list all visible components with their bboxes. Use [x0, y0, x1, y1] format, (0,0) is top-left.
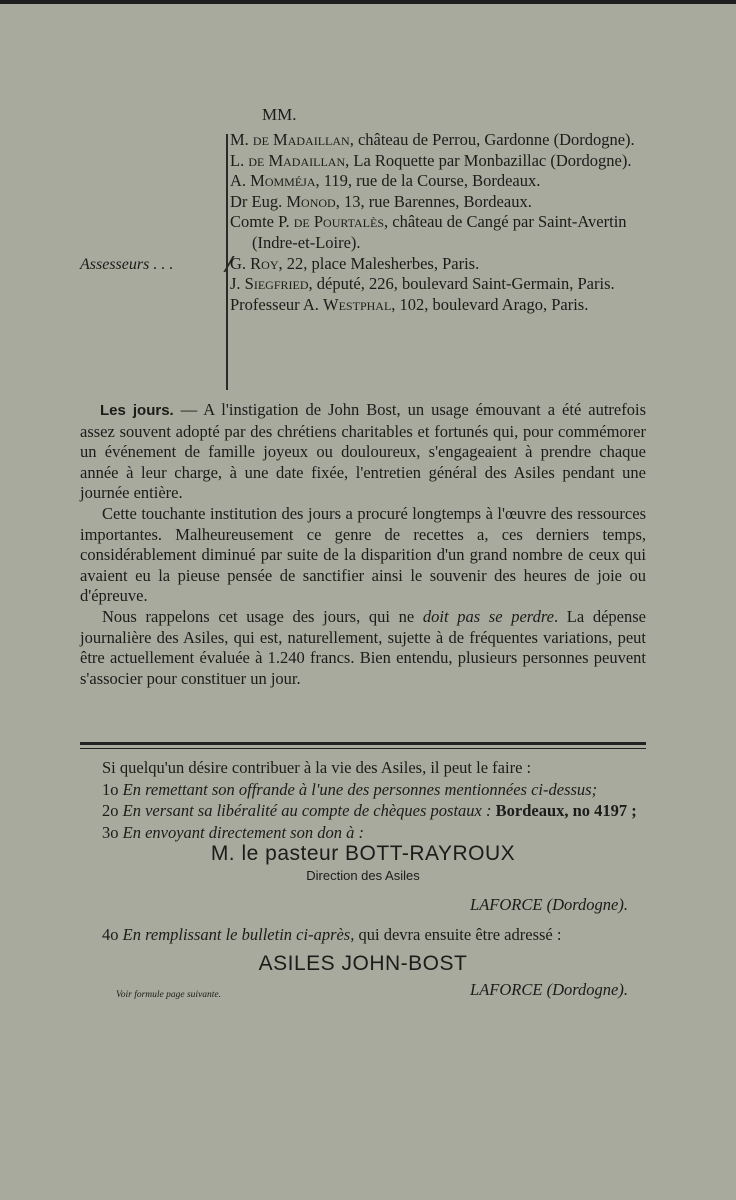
asiles-heading: ASILES JOHN-BOST: [258, 952, 468, 975]
footer-row: [80, 979, 646, 1003]
assessor-entry: L. de Madaillan, La Roquette par Monbazillac (Dordogne).: [230, 150, 632, 170]
assessor-entry: G. Roy, 22, place Malesherbes, Paris.: [230, 253, 480, 273]
section-divider-thick: [80, 742, 646, 745]
see-next-page-note: Voir formule page suivante.: [116, 989, 222, 1000]
laforce-address-2: LAFORCE (Dordogne).: [470, 979, 628, 999]
mm-heading: MM.: [262, 105, 297, 124]
assessor-entry: Dr Eug. Monod, 13, rue Barennes, Bordeaux.: [230, 191, 532, 211]
assessor-entry: Professeur A. Westphal, 102, boulevard Arago, Paris.: [230, 294, 589, 314]
contribute-section: [80, 754, 646, 1003]
laforce-address-1: LAFORCE (Dordogne).: [470, 895, 628, 914]
jours-section: [80, 400, 646, 689]
assessors-label: Assesseurs . . .: [80, 256, 174, 273]
assessor-entry: Comte P. de Pourtalès, château de Cangé par Saint-Avertin (Indre-et-Loire).: [230, 212, 627, 252]
option-2: 2o En versant sa libéralité au compte de chèques postaux : Bordeaux, no 4197 ;: [102, 801, 637, 820]
contribute-intro: Si quelqu'un désire contribuer à la vie des Asiles, il peut le faire :: [102, 758, 532, 777]
option-1: 1o En remettant son offrande à l'une des personnes mentionnées ci-dessus;: [102, 779, 598, 799]
jours-paragraph-1: Les jours. — A l'instigation de John Bost, un usage émouvant a été autrefois assez souvent adopté par des chrétiens charitables et fortunés qui, pour commémorer un événement de famille joyeux ou douloureux, s'engageaient à prendre chaque année à leur charge, à une date fixée, l'entretien général des Asiles pendant une journée entière.: [80, 400, 646, 503]
assessor-entry: M. de Madaillan, château de Perrou, Gardonne (Dordogne).: [230, 130, 635, 149]
option-3: 3o En envoyant directement son don à :: [102, 822, 364, 842]
jours-lead: Les jours.: [100, 402, 174, 419]
assessor-entry: A. Momméja, 119, rue de la Course, Bordeaux.: [230, 171, 541, 191]
direction-line: Direction des Asiles: [306, 867, 420, 883]
jours-paragraph-2: Cette touchante institution des jours a procuré longtemps à l'œuvre des ressources importantes. Malheureusement ce genre de recettes a, ces derniers temps, considérablement diminué par suite de la disparition d'un grand nombre de ceux qui avaient eu la pieuse pensée de sanctifier ainsi le souvenir des heures de joie ou d'épreuve.: [80, 503, 646, 606]
option-4: 4o En remplissant le bulletin ci-après, qui devra ensuite être adressé :: [102, 924, 562, 944]
section-divider-thin: [80, 748, 646, 749]
pastor-name: M. le pasteur BOTT-RAYROUX: [210, 842, 516, 865]
assessors-section: [80, 130, 646, 392]
assessor-entry: J. Siegfried, député, 226, boulevard Saint-Germain, Paris.: [230, 274, 615, 294]
page-top-border: [0, 0, 736, 4]
jours-paragraph-3: Nous rappelons cet usage des jours, qui ne doit pas se perdre. La dépense journalière des Asiles, qui est, naturellement, sujette à de fréquentes variations, peut être actuellement évaluée à 1.240 francs. Bien entendu, plusieurs personnes peuvent s'associer pour constituer un jour.: [80, 606, 647, 688]
assessor-list: [230, 130, 646, 315]
